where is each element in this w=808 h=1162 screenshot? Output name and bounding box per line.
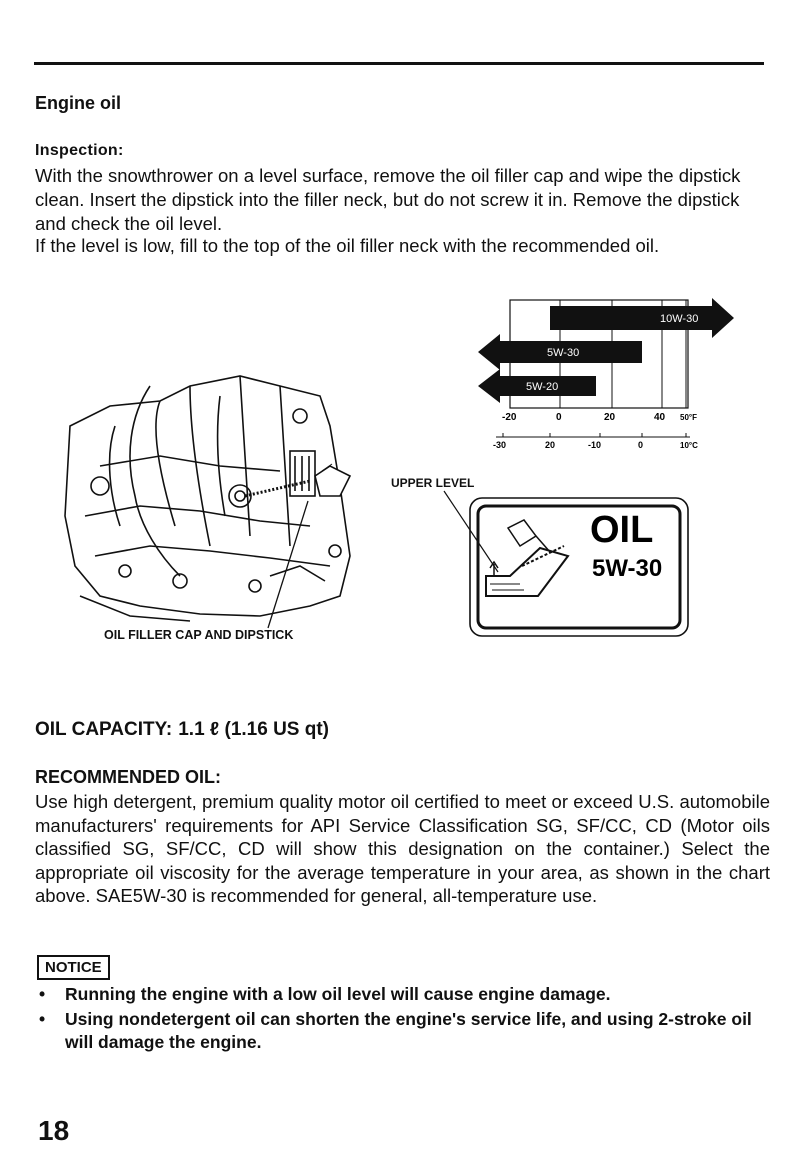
notice-badge: NOTICE (37, 955, 110, 980)
inspection-paragraph-1: With the snowthrower on a level surface, remove the oil filler cap and wipe the dipstick clean. Insert the dipstick into the filler neck, but do not screw it in. Remove the dipstick and check the oil level. (35, 165, 741, 234)
inspection-title: Inspection: (35, 142, 124, 159)
viscosity-chart (478, 298, 734, 450)
bullet-marker: • (39, 984, 46, 1004)
f-tick-5: 50°F (680, 413, 697, 422)
c-tick-5: 10°C (680, 441, 698, 450)
oil-capacity (35, 719, 329, 741)
oil-can-icon (508, 520, 536, 546)
oil-capacity-value: 1.1 ℓ (1.16 US qt) (178, 719, 330, 740)
recommended-oil-paragraph: Use high detergent, premium quality motor oil certified to meet or exceed U.S. automobile manufacturers' requirements for API Service Classification SG, SF/CC, CD (Motor oils classified SG, SF/CC, CD will show this designation on the container.) Select the appropriate oil viscosity for the average temperature in your area, as shown in the chart above. SAE5W-30 is recommended for general, all-temperature use. (35, 791, 770, 906)
filler-cap-caption: OIL FILLER CAP AND DIPSTICK (104, 628, 294, 642)
engine-illustration (65, 376, 350, 621)
grade-label-5w20: 5W-20 (526, 381, 559, 393)
notice-item-text: Using nondetergent oil can shorten the engine's service life, and using 2-stroke oil will damage the engine. (65, 1008, 752, 1052)
grade-label-5w30: 5W-30 (547, 347, 580, 359)
grade-bar-10w30 (550, 298, 734, 338)
oil-word: OIL (590, 509, 654, 551)
upper-level-caption: UPPER LEVEL (391, 476, 475, 490)
c-tick-2: 20 (545, 440, 556, 450)
filler-neck-icon (486, 548, 568, 596)
notice-item-1 (35, 983, 775, 1007)
oil-capacity-label: OIL CAPACITY: (35, 719, 173, 740)
f-tick-2: 0 (556, 412, 562, 423)
c-tick-3: -10 (588, 440, 602, 450)
upper-level-leader-line (444, 491, 498, 572)
grade-label-10w30: 10W-30 (660, 313, 699, 325)
f-tick-1: -20 (502, 412, 517, 423)
oil-label-decal (470, 498, 688, 636)
inspection-paragraph-2: If the level is low, fill to the top of the oil filler neck with the recommended oil. (35, 235, 660, 256)
recommended-oil-title: RECOMMENDED OIL: (35, 767, 221, 787)
top-rule (34, 62, 764, 65)
bullet-marker: • (39, 1008, 46, 1029)
f-tick-4: 40 (654, 412, 666, 423)
c-tick-4: 0 (638, 440, 644, 450)
f-tick-3: 20 (604, 412, 616, 423)
notice-list (35, 983, 775, 1056)
c-tick-1: -30 (493, 440, 507, 450)
section-title: Engine oil (35, 93, 122, 113)
notice-item-2 (35, 1008, 775, 1055)
oil-grade: 5W-30 (592, 555, 663, 582)
notice-item-text: Running the engine with a low oil level will cause engine damage. (65, 984, 611, 1004)
page-number: 18 (38, 1115, 70, 1146)
